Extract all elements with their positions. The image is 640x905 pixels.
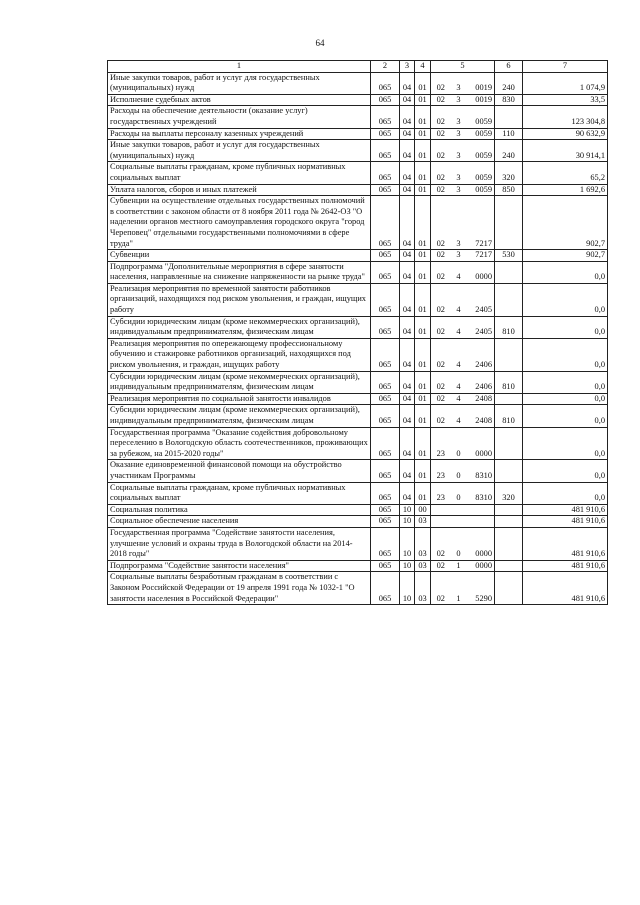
subprogram-code-cell: 4 xyxy=(451,316,467,338)
amount-cell: 0,0 xyxy=(523,283,608,316)
amount-cell: 481 910,6 xyxy=(523,560,608,572)
program-code-cell: 02 xyxy=(431,128,451,140)
table-row xyxy=(108,572,608,605)
subprogram-code-cell: 4 xyxy=(451,283,467,316)
subprogram-code-cell: 3 xyxy=(451,72,467,94)
ministry-code-cell: 065 xyxy=(371,261,400,283)
subprogram-code-cell: 3 xyxy=(451,94,467,106)
subprogram-code-cell xyxy=(451,516,467,528)
amount-cell: 65,2 xyxy=(523,162,608,184)
subprogram-code-cell xyxy=(451,504,467,516)
program-code-cell: 02 xyxy=(431,405,451,427)
direction-code-cell: 2406 xyxy=(467,338,495,371)
direction-code-cell: 0019 xyxy=(467,72,495,94)
table-row xyxy=(108,72,608,94)
section-code-cell: 04 xyxy=(400,140,415,162)
direction-code-cell: 0059 xyxy=(467,128,495,140)
row-name-cell: Субсидии юридическим лицам (кроме некоммерческих организаций), индивидуальным предпринимателям, физическим лицам xyxy=(108,371,371,393)
ministry-code-cell: 065 xyxy=(371,338,400,371)
section-code-cell: 04 xyxy=(400,283,415,316)
amount-cell: 1 074,9 xyxy=(523,72,608,94)
section-code-cell: 04 xyxy=(400,460,415,482)
direction-code-cell xyxy=(467,516,495,528)
direction-code-cell: 0000 xyxy=(467,527,495,560)
subsection-code-cell: 01 xyxy=(415,140,431,162)
amount-cell: 0,0 xyxy=(523,316,608,338)
ministry-code-cell: 065 xyxy=(371,393,400,405)
section-code-cell: 04 xyxy=(400,128,415,140)
program-code-cell: 02 xyxy=(431,196,451,250)
table-row xyxy=(108,393,608,405)
direction-code-cell: 0000 xyxy=(467,427,495,460)
section-code-cell: 10 xyxy=(400,572,415,605)
program-code-cell: 02 xyxy=(431,184,451,196)
amount-cell: 0,0 xyxy=(523,261,608,283)
expense-type-cell: 810 xyxy=(495,405,523,427)
section-code-cell: 04 xyxy=(400,196,415,250)
subsection-code-cell: 03 xyxy=(415,560,431,572)
expense-type-cell xyxy=(495,460,523,482)
direction-code-cell: 0019 xyxy=(467,94,495,106)
row-name-cell: Уплата налогов, сборов и иных платежей xyxy=(108,184,371,196)
ministry-code-cell: 065 xyxy=(371,140,400,162)
subsection-code-cell: 01 xyxy=(415,427,431,460)
row-name-cell: Субвенции на осуществление отдельных государственных полномочий в соответствии с законом области от 8 ноября 2011 года № 2642-ОЗ "О наделении органов местного самоуправления городского округа "город Череповец" отдельными государственными полномочиями в сфере труда" xyxy=(108,196,371,250)
direction-code-cell: 0059 xyxy=(467,162,495,184)
program-code-cell: 02 xyxy=(431,283,451,316)
subprogram-code-cell: 4 xyxy=(451,371,467,393)
ministry-code-cell: 065 xyxy=(371,460,400,482)
expense-type-cell xyxy=(495,516,523,528)
subprogram-code-cell: 4 xyxy=(451,405,467,427)
program-code-cell: 02 xyxy=(431,560,451,572)
section-code-cell: 04 xyxy=(400,427,415,460)
program-code-cell: 02 xyxy=(431,94,451,106)
subsection-code-cell: 01 xyxy=(415,393,431,405)
expense-type-cell: 240 xyxy=(495,140,523,162)
subsection-code-cell: 01 xyxy=(415,94,431,106)
row-name-cell: Расходы на выплаты персоналу казенных учреждений xyxy=(108,128,371,140)
header-cell: 3 xyxy=(400,61,415,73)
subprogram-code-cell: 3 xyxy=(451,162,467,184)
expense-type-cell xyxy=(495,572,523,605)
program-code-cell: 02 xyxy=(431,393,451,405)
subsection-code-cell: 01 xyxy=(415,338,431,371)
expense-type-cell xyxy=(495,560,523,572)
row-name-cell: Субвенции xyxy=(108,250,371,262)
expense-type-cell: 110 xyxy=(495,128,523,140)
direction-code-cell: 2405 xyxy=(467,316,495,338)
subprogram-code-cell: 0 xyxy=(451,460,467,482)
section-code-cell: 04 xyxy=(400,72,415,94)
subprogram-code-cell: 3 xyxy=(451,196,467,250)
program-code-cell: 02 xyxy=(431,250,451,262)
row-name-cell: Социальные выплаты безработным гражданам в соответствии с Законом Российской Федерации от 19 апреля 1991 года № 1032-1 "О занятости населения в Российской Федерации" xyxy=(108,572,371,605)
subprogram-code-cell: 1 xyxy=(451,560,467,572)
subsection-code-cell: 01 xyxy=(415,128,431,140)
direction-code-cell: 0000 xyxy=(467,560,495,572)
table-row xyxy=(108,527,608,560)
program-code-cell: 23 xyxy=(431,482,451,504)
subprogram-code-cell: 0 xyxy=(451,427,467,460)
section-code-cell: 04 xyxy=(400,250,415,262)
amount-cell: 481 910,6 xyxy=(523,504,608,516)
amount-cell: 33,5 xyxy=(523,94,608,106)
expense-type-cell xyxy=(495,196,523,250)
ministry-code-cell: 065 xyxy=(371,72,400,94)
row-name-cell: Государственная программа "Оказание содействия добровольному переселению в Вологодскую область соотечественников, проживающих за рубежом, на 2015-2020 годы" xyxy=(108,427,371,460)
section-code-cell: 10 xyxy=(400,504,415,516)
ministry-code-cell: 065 xyxy=(371,316,400,338)
subsection-code-cell: 01 xyxy=(415,283,431,316)
subsection-code-cell: 01 xyxy=(415,106,431,128)
subprogram-code-cell: 3 xyxy=(451,106,467,128)
program-code-cell: 02 xyxy=(431,338,451,371)
amount-cell: 1 692,6 xyxy=(523,184,608,196)
amount-cell: 0,0 xyxy=(523,460,608,482)
ministry-code-cell: 065 xyxy=(371,250,400,262)
program-code-cell: 23 xyxy=(431,460,451,482)
amount-cell: 0,0 xyxy=(523,371,608,393)
program-code-cell: 02 xyxy=(431,106,451,128)
table-row xyxy=(108,261,608,283)
subsection-code-cell: 01 xyxy=(415,261,431,283)
ministry-code-cell: 065 xyxy=(371,106,400,128)
expense-type-cell xyxy=(495,338,523,371)
expense-type-cell: 320 xyxy=(495,482,523,504)
header-cell: 1 xyxy=(108,61,371,73)
page-number: 64 xyxy=(315,38,325,48)
section-code-cell: 04 xyxy=(400,106,415,128)
direction-code-cell: 7217 xyxy=(467,250,495,262)
table-row xyxy=(108,162,608,184)
ministry-code-cell: 065 xyxy=(371,371,400,393)
table-row xyxy=(108,427,608,460)
section-code-cell: 10 xyxy=(400,516,415,528)
ministry-code-cell: 065 xyxy=(371,162,400,184)
header-row xyxy=(108,61,608,73)
direction-code-cell: 2405 xyxy=(467,283,495,316)
ministry-code-cell: 065 xyxy=(371,427,400,460)
section-code-cell: 04 xyxy=(400,405,415,427)
expense-type-cell xyxy=(495,393,523,405)
section-code-cell: 04 xyxy=(400,482,415,504)
subsection-code-cell: 03 xyxy=(415,572,431,605)
subprogram-code-cell: 3 xyxy=(451,128,467,140)
row-name-cell: Подпрограмма "Содействие занятости населения" xyxy=(108,560,371,572)
budget-table xyxy=(107,60,608,605)
table-row xyxy=(108,283,608,316)
section-code-cell: 04 xyxy=(400,371,415,393)
subsection-code-cell: 01 xyxy=(415,196,431,250)
subprogram-code-cell: 0 xyxy=(451,482,467,504)
ministry-code-cell: 065 xyxy=(371,405,400,427)
table-row xyxy=(108,250,608,262)
subprogram-code-cell: 1 xyxy=(451,572,467,605)
table-row xyxy=(108,128,608,140)
amount-cell: 0,0 xyxy=(523,405,608,427)
table-row xyxy=(108,460,608,482)
program-code-cell: 02 xyxy=(431,527,451,560)
expense-type-cell xyxy=(495,106,523,128)
program-code-cell: 02 xyxy=(431,140,451,162)
expense-type-cell: 810 xyxy=(495,371,523,393)
program-code-cell: 02 xyxy=(431,316,451,338)
amount-cell: 0,0 xyxy=(523,393,608,405)
amount-cell: 481 910,6 xyxy=(523,572,608,605)
amount-cell: 902,7 xyxy=(523,196,608,250)
header-cell: 5 xyxy=(431,61,495,73)
direction-code-cell: 0059 xyxy=(467,106,495,128)
subsection-code-cell: 01 xyxy=(415,460,431,482)
expense-type-cell xyxy=(495,261,523,283)
row-name-cell: Социальное обеспечение населения xyxy=(108,516,371,528)
table-row xyxy=(108,516,608,528)
program-code-cell: 02 xyxy=(431,72,451,94)
header-cell: 4 xyxy=(415,61,431,73)
table-row xyxy=(108,316,608,338)
amount-cell: 481 910,6 xyxy=(523,527,608,560)
ministry-code-cell: 065 xyxy=(371,560,400,572)
subprogram-code-cell: 3 xyxy=(451,184,467,196)
ministry-code-cell: 065 xyxy=(371,283,400,316)
table-row xyxy=(108,482,608,504)
program-code-cell: 02 xyxy=(431,371,451,393)
header-cell: 2 xyxy=(371,61,400,73)
ministry-code-cell: 065 xyxy=(371,572,400,605)
direction-code-cell xyxy=(467,504,495,516)
program-code-cell: 02 xyxy=(431,162,451,184)
direction-code-cell: 5290 xyxy=(467,572,495,605)
subprogram-code-cell: 3 xyxy=(451,250,467,262)
section-code-cell: 04 xyxy=(400,162,415,184)
expense-type-cell xyxy=(495,283,523,316)
subsection-code-cell: 01 xyxy=(415,371,431,393)
section-code-cell: 10 xyxy=(400,560,415,572)
ministry-code-cell: 065 xyxy=(371,184,400,196)
expense-type-cell: 810 xyxy=(495,316,523,338)
expense-type-cell xyxy=(495,427,523,460)
section-code-cell: 04 xyxy=(400,94,415,106)
amount-cell: 30 914,1 xyxy=(523,140,608,162)
direction-code-cell: 0059 xyxy=(467,140,495,162)
subsection-code-cell: 01 xyxy=(415,405,431,427)
table-row xyxy=(108,140,608,162)
row-name-cell: Субсидии юридическим лицам (кроме некоммерческих организаций), индивидуальным предпринимателям, физическим лицам xyxy=(108,405,371,427)
table-row xyxy=(108,196,608,250)
ministry-code-cell: 065 xyxy=(371,482,400,504)
ministry-code-cell: 065 xyxy=(371,196,400,250)
header-cell: 6 xyxy=(495,61,523,73)
section-code-cell: 10 xyxy=(400,527,415,560)
direction-code-cell: 8310 xyxy=(467,460,495,482)
expense-type-cell: 530 xyxy=(495,250,523,262)
ministry-code-cell: 065 xyxy=(371,504,400,516)
expense-type-cell xyxy=(495,527,523,560)
subsection-code-cell: 03 xyxy=(415,516,431,528)
subsection-code-cell: 01 xyxy=(415,184,431,196)
ministry-code-cell: 065 xyxy=(371,527,400,560)
table-row xyxy=(108,504,608,516)
expense-type-cell: 240 xyxy=(495,72,523,94)
row-name-cell: Иные закупки товаров, работ и услуг для государственных (муниципальных) нужд xyxy=(108,140,371,162)
direction-code-cell: 2408 xyxy=(467,393,495,405)
row-name-cell: Социальная политика xyxy=(108,504,371,516)
amount-cell: 0,0 xyxy=(523,427,608,460)
direction-code-cell: 7217 xyxy=(467,196,495,250)
table-row xyxy=(108,338,608,371)
row-name-cell: Социальные выплаты гражданам, кроме публичных нормативных социальных выплат xyxy=(108,162,371,184)
row-name-cell: Государственная программа "Содействие занятости населения, улучшение условий и охраны труда в Вологодской области на 2014-2018 годы" xyxy=(108,527,371,560)
row-name-cell: Расходы на обеспечение деятельности (оказание услуг) государственных учреждений xyxy=(108,106,371,128)
table-row xyxy=(108,94,608,106)
row-name-cell: Оказание единовременной финансовой помощи на обустройство участникам Программы xyxy=(108,460,371,482)
subsection-code-cell: 03 xyxy=(415,527,431,560)
ministry-code-cell: 065 xyxy=(371,94,400,106)
program-code-cell: 02 xyxy=(431,572,451,605)
program-code-cell xyxy=(431,504,451,516)
amount-cell: 902,7 xyxy=(523,250,608,262)
table-row xyxy=(108,184,608,196)
section-code-cell: 04 xyxy=(400,338,415,371)
row-name-cell: Субсидии юридическим лицам (кроме некоммерческих организаций), индивидуальным предпринимателям, физическим лицам xyxy=(108,316,371,338)
section-code-cell: 04 xyxy=(400,316,415,338)
expense-type-cell: 320 xyxy=(495,162,523,184)
row-name-cell: Реализация мероприятия по временной занятости работников организаций, находящихся под риском увольнения, и граждан, ищущих работу xyxy=(108,283,371,316)
subprogram-code-cell: 3 xyxy=(451,140,467,162)
amount-cell: 90 632,9 xyxy=(523,128,608,140)
section-code-cell: 04 xyxy=(400,393,415,405)
subsection-code-cell: 01 xyxy=(415,162,431,184)
section-code-cell: 04 xyxy=(400,184,415,196)
amount-cell: 0,0 xyxy=(523,482,608,504)
subprogram-code-cell: 0 xyxy=(451,527,467,560)
subsection-code-cell: 01 xyxy=(415,250,431,262)
row-name-cell: Подпрограмма "Дополнительные мероприятия в сфере занятости населения, направленные на снижение напряженности на рынке труда" xyxy=(108,261,371,283)
subprogram-code-cell: 4 xyxy=(451,261,467,283)
expense-type-cell xyxy=(495,504,523,516)
amount-cell: 481 910,6 xyxy=(523,516,608,528)
expense-type-cell: 830 xyxy=(495,94,523,106)
table-row xyxy=(108,405,608,427)
table-row xyxy=(108,371,608,393)
row-name-cell: Реализация мероприятия по социальной занятости инвалидов xyxy=(108,393,371,405)
row-name-cell: Иные закупки товаров, работ и услуг для государственных (муниципальных) нужд xyxy=(108,72,371,94)
direction-code-cell: 2406 xyxy=(467,371,495,393)
program-code-cell: 02 xyxy=(431,261,451,283)
row-name-cell: Реализация мероприятия по опережающему профессиональному обучению и стажировке работников организаций, находящихся под риском увольнения, и граждан, ищущих работу xyxy=(108,338,371,371)
section-code-cell: 04 xyxy=(400,261,415,283)
table-row xyxy=(108,106,608,128)
subprogram-code-cell: 4 xyxy=(451,393,467,405)
direction-code-cell: 0000 xyxy=(467,261,495,283)
subsection-code-cell: 01 xyxy=(415,482,431,504)
direction-code-cell: 2408 xyxy=(467,405,495,427)
header-cell: 7 xyxy=(523,61,608,73)
row-name-cell: Социальные выплаты гражданам, кроме публичных нормативных социальных выплат xyxy=(108,482,371,504)
row-name-cell: Исполнение судебных актов xyxy=(108,94,371,106)
subprogram-code-cell: 4 xyxy=(451,338,467,371)
program-code-cell xyxy=(431,516,451,528)
direction-code-cell: 8310 xyxy=(467,482,495,504)
ministry-code-cell: 065 xyxy=(371,516,400,528)
program-code-cell: 23 xyxy=(431,427,451,460)
direction-code-cell: 0059 xyxy=(467,184,495,196)
table-row xyxy=(108,560,608,572)
ministry-code-cell: 065 xyxy=(371,128,400,140)
subsection-code-cell: 01 xyxy=(415,316,431,338)
expense-type-cell: 850 xyxy=(495,184,523,196)
amount-cell: 123 304,8 xyxy=(523,106,608,128)
subsection-code-cell: 00 xyxy=(415,504,431,516)
amount-cell: 0,0 xyxy=(523,338,608,371)
subsection-code-cell: 01 xyxy=(415,72,431,94)
